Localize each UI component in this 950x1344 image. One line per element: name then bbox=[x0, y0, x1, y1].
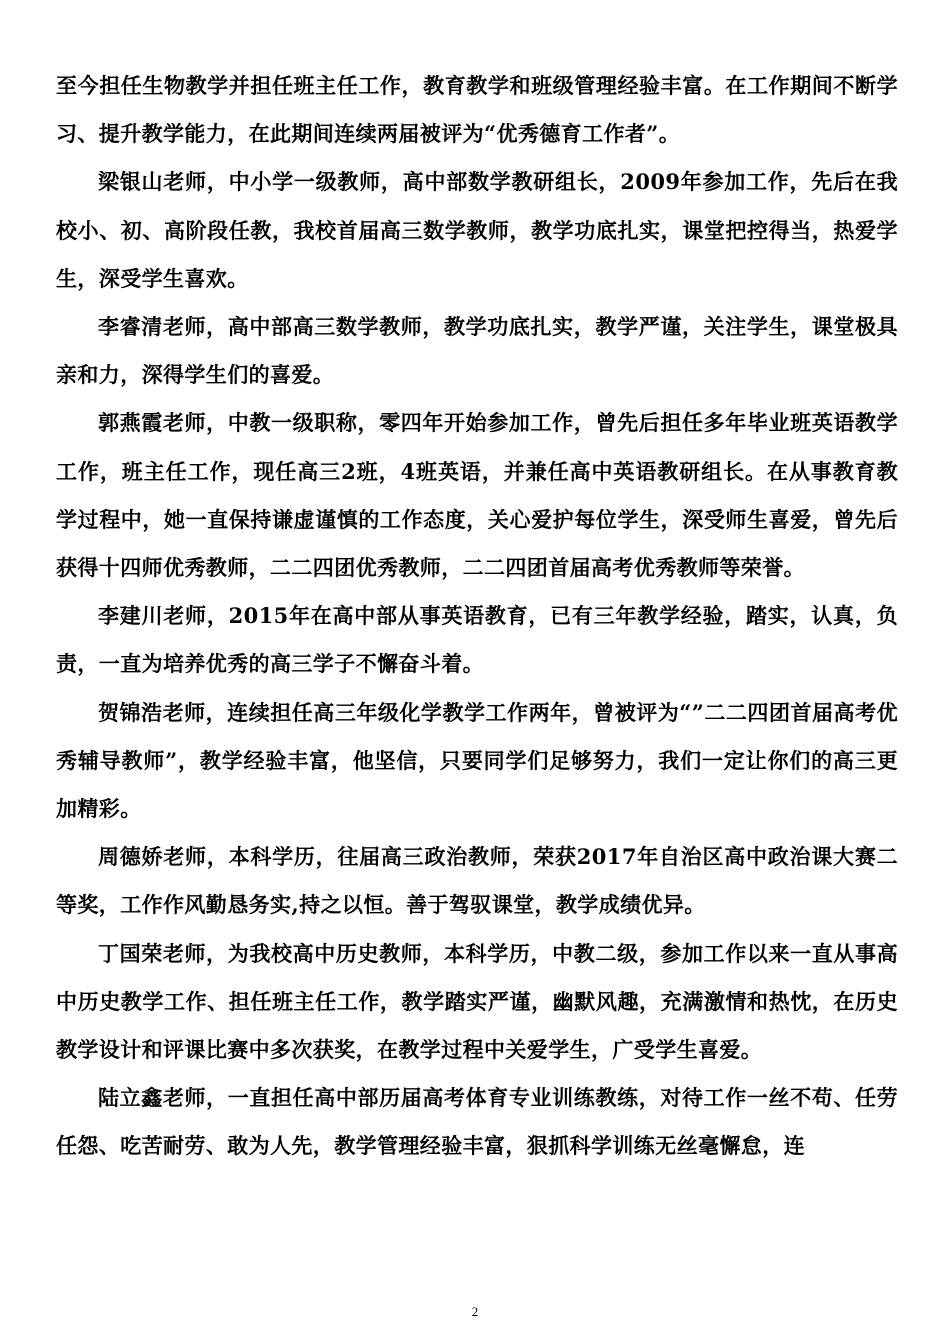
paragraph-liang-yinshan: 梁银山老师，中小学一级教师，高中部数学教研组长，2009年参加工作，先后在我校小、初、高阶段任教，我校首届高三数学教师，教学功底扎实，课堂把控得当，热爱学生，深受学生喜欢。 bbox=[56, 169, 898, 291]
paragraph-lu-lixin: 陆立鑫老师，一直担任高中部历届高考体育专业训练教练，对待工作一丝不苟、任劳任怨、吃苦耐劳、敢为人先，教学管理经验丰富，狠抓科学训练无丝毫懈怠，连 bbox=[56, 1085, 898, 1159]
paragraph-li-ruiqing: 李睿清老师，高中部高三数学教师，教学功底扎实，教学严谨，关注学生，课堂极具亲和力，深得学生们的喜爱。 bbox=[56, 314, 898, 388]
paragraph-continuation: 至今担任生物教学并担任班主任工作，教育教学和班级管理经验丰富。在工作期间不断学习、提升教学能力，在此期间连续两届被评为“优秀德育工作者”。 bbox=[56, 73, 898, 147]
paragraph-guo-yanxia: 郭燕霞老师，中教一级职称，零四年开始参加工作，曾先后担任多年毕业班英语教学工作，班主任工作，现任高三2班，4班英语，并兼任高中英语教研组长。在从事教育教学过程中，她一直保持谦虚谨慎的工作态度，关心爱护每位学生，深受师生喜爱，曾先后获得十四师优秀教师，二二四团优秀教师，二二四团首届高考优秀教师等荣誉。 bbox=[56, 410, 898, 581]
paragraph-ding-guorong: 丁国荣老师，为我校高中历史教师，本科学历，中教二级，参加工作以来一直从事高中历史教学工作、担任班主任工作，教学踏实严谨，幽默风趣，充满激情和热忱，在历史教学设计和评课比赛中多次获奖，在教学过程中关爱学生，广受学生喜爱。 bbox=[56, 940, 898, 1063]
paragraph-li-jianchuan: 李建川老师，2015年在高中部从事英语教育，已有三年教学经验，踏实，认真，负责，一直为培养优秀的高三学子不懈奋斗着。 bbox=[56, 603, 898, 677]
paragraph-he-jinhao: 贺锦浩老师，连续担任高三年级化学教学工作两年，曾被评为“”二二四团首届高考优秀辅导教师”，教学经验丰富，他坚信，只要同学们足够努力，我们一定让你们的高三更加精彩。 bbox=[56, 699, 898, 822]
body-text bbox=[56, 62, 898, 1171]
paragraph-zhou-dejiao: 周德娇老师，本科学历，往届高三政治教师，荣获2017年自治区高中政治课大赛二等奖，工作作风勤恳务实,持之以恒。善于驾驭课堂，教学成绩优异。 bbox=[56, 844, 898, 918]
page-number: 2 bbox=[471, 1304, 479, 1319]
